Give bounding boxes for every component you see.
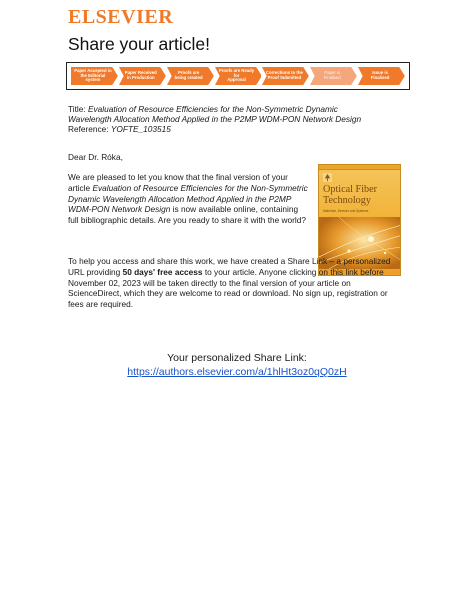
progress-step-label: Paper Received in Production <box>124 70 157 80</box>
progress-step <box>71 67 118 85</box>
progress-step <box>358 67 405 85</box>
p1-text-a: We are pleased to let you know that the final version of your article <box>68 172 288 193</box>
reference-label: Reference: <box>68 124 111 134</box>
elsevier-tree-icon <box>323 173 332 182</box>
p1-text-b: is now available online, containing full bibliographic details. Are you ready to share it with the world? <box>68 204 306 226</box>
progress-step <box>167 67 214 85</box>
progress-step-label: Paper Accepted in the Editorial system <box>74 67 112 83</box>
article-meta <box>68 104 398 134</box>
article-title-part2: Wavelength Allocation Method Applied in the P2MP WDM-PON Network Design <box>68 114 362 124</box>
p2-text-a: To help you access and share this work, we have created a Share Link – a personalized URL providing <box>68 256 391 277</box>
progress-step <box>119 67 166 85</box>
reference-value: YOFTE_103515 <box>110 124 171 134</box>
article-title-line-2 <box>68 114 398 124</box>
article-title-part1: Evaluation of Resource Efficiencies for the Non-Symmetric Dynamic <box>87 104 338 114</box>
p1-article-title: Evaluation of Resource Efficiencies for the Non-Symmetric Dynamic Wavelength Allocation Method Applied in the P2MP WDM-PON Network Design <box>68 182 308 215</box>
cover-journal-subtitle: Materials, Devices and Systems <box>323 209 369 213</box>
progress-step-label: Corrections to the Proof Submitted <box>265 70 303 80</box>
progress-step-label: Issue is Finalised <box>370 70 390 80</box>
paragraph-availability <box>68 172 308 226</box>
article-title-line <box>68 104 398 114</box>
publication-progress-bar <box>66 62 410 90</box>
cover-journal-title: Optical Fiber Technology <box>323 184 378 206</box>
progress-step-label: Proofs are being created <box>174 70 203 80</box>
article-reference <box>68 124 398 134</box>
cover-top-band <box>319 165 400 170</box>
p2-free-access: 50 days' free access <box>122 266 203 277</box>
greeting: Dear Dr. Róka, <box>68 152 123 162</box>
share-link-url[interactable]: https://authors.elsevier.com/a/1hlHt3oz0qQ0zH <box>127 366 347 378</box>
page-title: Share your article! <box>68 34 211 54</box>
article-title-label: Title: <box>68 104 88 114</box>
elsevier-logo: ELSEVIER <box>68 6 174 28</box>
progress-step <box>215 67 262 85</box>
paragraph-share-link-info <box>68 256 398 310</box>
progress-step-label: Paper is Finalised <box>323 70 341 80</box>
progress-step <box>262 67 309 85</box>
p2-text-b: to your article. Anyone clicking on this link before November 02, 2023 will be taken directly to the final version of your article on ScienceDirect, which they are welcome to read or download. No sign up, registration or fees are required. <box>68 266 388 310</box>
progress-step-label: Proofs are Ready for Approval <box>218 67 255 83</box>
share-link-heading: Your personalized Share Link: <box>167 352 307 364</box>
progress-step <box>310 67 357 85</box>
